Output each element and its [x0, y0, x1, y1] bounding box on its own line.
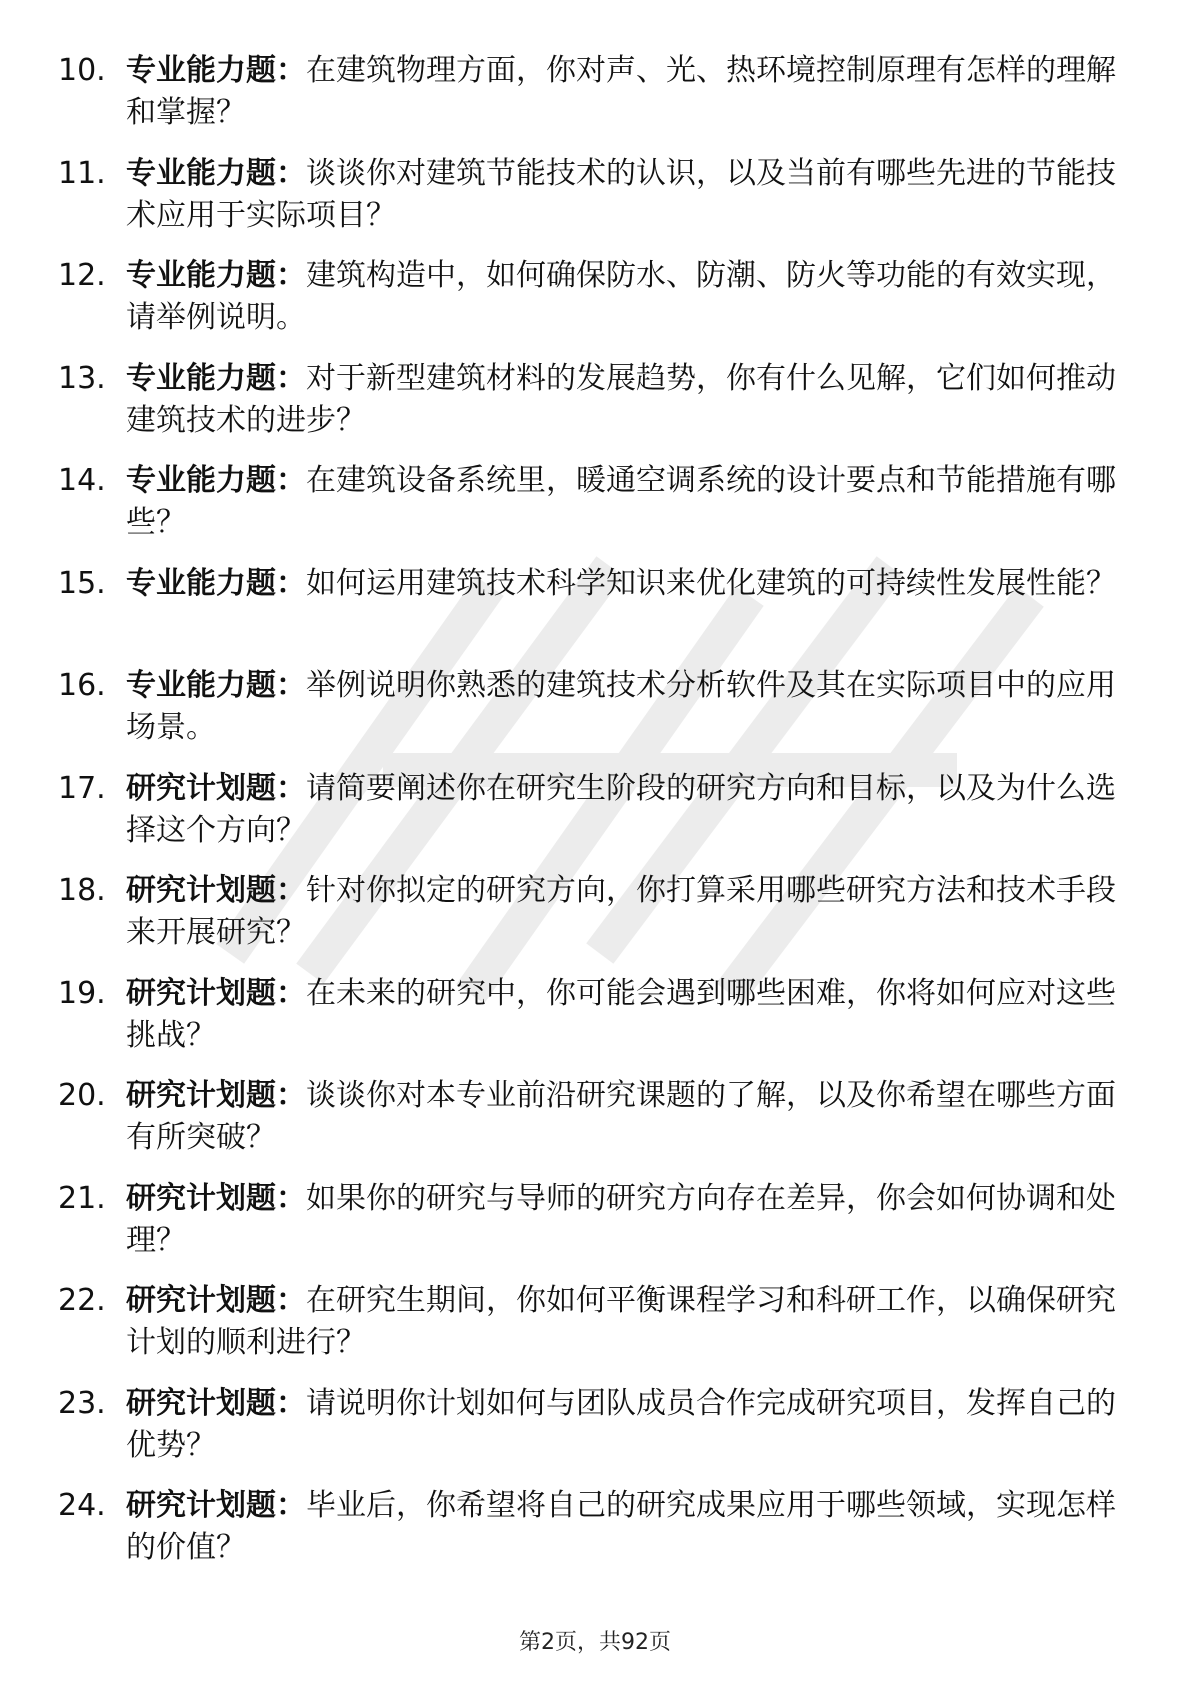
question-item — [58, 460, 1118, 563]
question-item — [58, 1075, 1118, 1178]
question-body — [126, 1485, 1126, 1569]
question-number: 16. — [58, 668, 106, 703]
question-number: 20. — [58, 1078, 106, 1113]
question-text: 在未来的研究中，你可能会遇到哪些困难，你将如何应对这些挑战？ — [126, 975, 1116, 1053]
question-text: 如果你的研究与导师的研究方向存在差异，你会如何协调和处理？ — [126, 1180, 1116, 1258]
question-category: 研究计划题： — [126, 1385, 306, 1421]
question-body — [126, 1280, 1126, 1364]
question-body — [126, 665, 1126, 749]
question-category: 研究计划题： — [126, 975, 306, 1011]
question-text: 在建筑设备系统里，暖通空调系统的设计要点和节能措施有哪些？ — [126, 463, 1116, 540]
question-category: 研究计划题： — [126, 873, 306, 908]
question-item — [58, 255, 1118, 358]
question-item — [58, 665, 1118, 768]
question-category: 研究计划题： — [126, 770, 306, 806]
question-category: 专业能力题： — [126, 463, 306, 498]
question-item — [58, 1178, 1118, 1281]
question-number: 13. — [58, 360, 106, 396]
question-text: 谈谈你对本专业前沿研究课题的了解，以及你希望在哪些方面有所突破？ — [126, 1078, 1116, 1155]
question-text: 针对你拟定的研究方向，你打算采用哪些研究方法和技术手段来开展研究？ — [126, 873, 1116, 950]
question-text: 如何运用建筑技术科学知识来优化建筑的可持续性发展性能？ — [306, 565, 1116, 601]
question-item — [58, 358, 1118, 461]
question-item — [58, 50, 1118, 153]
question-number: 11. — [58, 155, 106, 191]
question-number: 14. — [58, 463, 106, 498]
question-body — [126, 768, 1126, 852]
question-body — [126, 1383, 1126, 1467]
question-body — [126, 153, 1126, 237]
question-item — [58, 1485, 1118, 1588]
question-item — [58, 1280, 1118, 1383]
question-item — [58, 973, 1118, 1076]
question-text: 毕业后，你希望将自己的研究成果应用于哪些领域，实现怎样的价值？ — [126, 1488, 1116, 1565]
question-text: 在研究生期间，你如何平衡课程学习和科研工作，以确保研究计划的顺利进行？ — [126, 1283, 1116, 1360]
question-body — [126, 1075, 1126, 1159]
question-number: 12. — [58, 258, 106, 293]
question-number: 18. — [58, 873, 106, 908]
question-number: 17. — [58, 770, 106, 806]
question-body — [126, 460, 1126, 544]
question-category: 专业能力题： — [126, 360, 306, 396]
question-body — [126, 870, 1126, 954]
question-category: 专业能力题： — [126, 258, 306, 293]
question-number: 19. — [58, 975, 106, 1011]
question-body — [126, 563, 1126, 605]
question-item — [58, 1383, 1118, 1486]
question-number: 24. — [58, 1488, 106, 1523]
question-list — [58, 50, 1118, 1588]
question-item — [58, 563, 1118, 666]
question-body — [126, 255, 1126, 339]
question-text: 请简要阐述你在研究生阶段的研究方向和目标，以及为什么选择这个方向？ — [126, 770, 1116, 848]
question-text: 建筑构造中，如何确保防水、防潮、防火等功能的有效实现，请举例说明。 — [126, 258, 1116, 335]
question-category: 专业能力题： — [126, 53, 306, 88]
question-number: 23. — [58, 1385, 106, 1421]
question-number: 10. — [58, 53, 106, 88]
question-text: 在建筑物理方面，你对声、光、热环境控制原理有怎样的理解和掌握？ — [126, 53, 1116, 130]
page-footer: 第2页，共92页 — [519, 1630, 671, 1655]
question-text: 谈谈你对建筑节能技术的认识，以及当前有哪些先进的节能技术应用于实际项目？ — [126, 155, 1116, 233]
question-text: 对于新型建筑材料的发展趋势，你有什么见解，它们如何推动建筑技术的进步？ — [126, 360, 1116, 438]
question-category: 研究计划题： — [126, 1180, 306, 1216]
question-number: 21. — [58, 1180, 106, 1216]
question-text: 举例说明你熟悉的建筑技术分析软件及其在实际项目中的应用场景。 — [126, 668, 1116, 745]
question-item — [58, 153, 1118, 256]
question-item — [58, 768, 1118, 871]
question-body — [126, 50, 1126, 134]
question-category: 专业能力题： — [126, 668, 306, 703]
question-body — [126, 358, 1126, 442]
question-number: 15. — [58, 565, 106, 601]
question-body — [126, 973, 1126, 1057]
question-number: 22. — [58, 1283, 106, 1318]
question-body — [126, 1178, 1126, 1262]
question-category: 研究计划题： — [126, 1283, 306, 1318]
question-category: 专业能力题： — [126, 155, 306, 191]
question-item — [58, 870, 1118, 973]
question-text: 请说明你计划如何与团队成员合作完成研究项目，发挥自己的优势？ — [126, 1385, 1116, 1463]
question-category: 研究计划题： — [126, 1078, 306, 1113]
question-category: 研究计划题： — [126, 1488, 306, 1523]
question-category: 专业能力题： — [126, 565, 306, 601]
